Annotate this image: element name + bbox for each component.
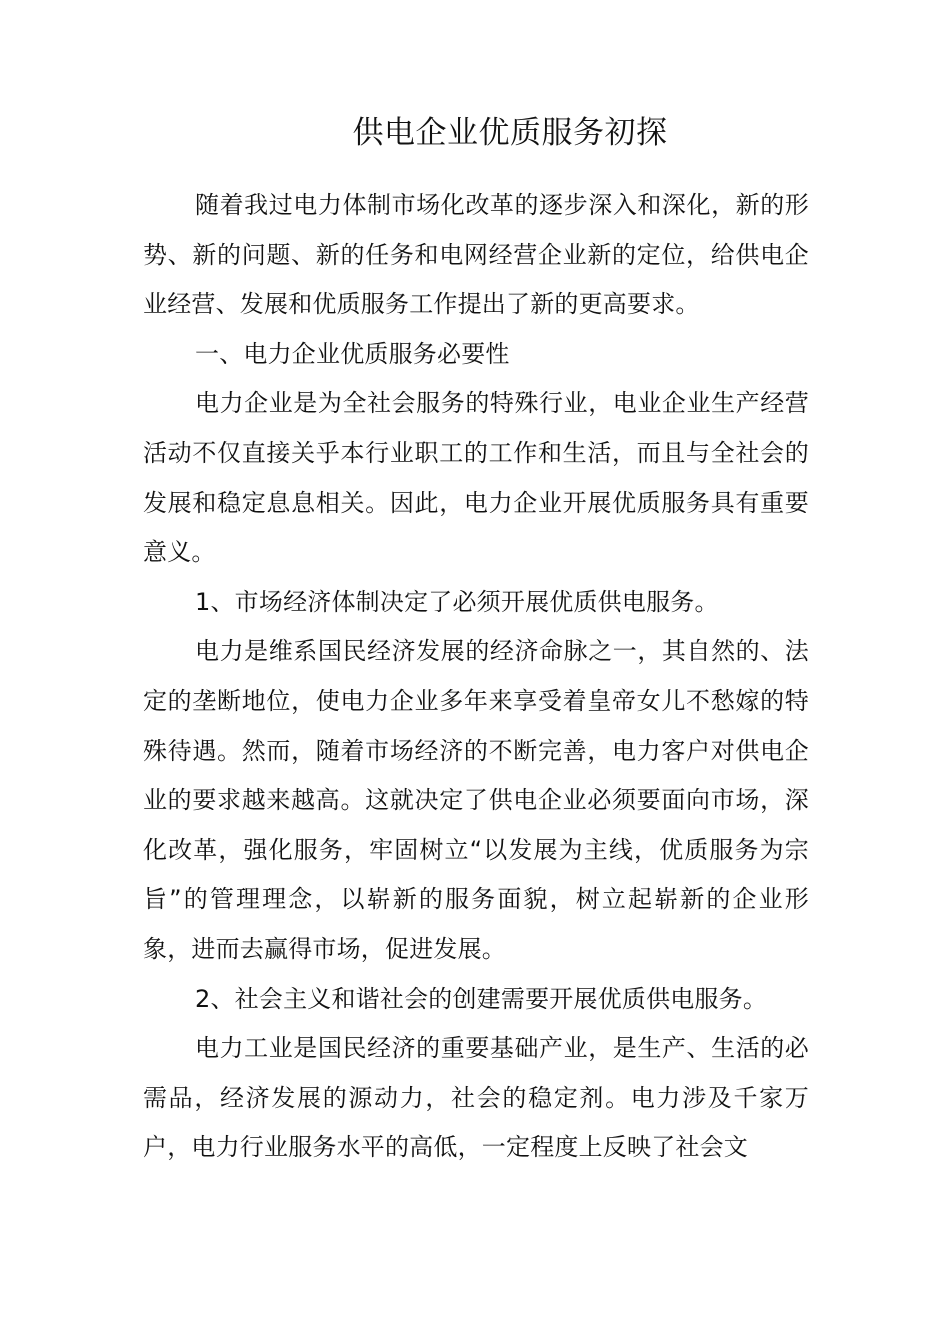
paragraph-intro: 随着我过电力体制市场化改革的逐步深入和深化，新的形势、新的问题、新的任务和电网经营企业新的定位，给供电企业经营、发展和优质服务工作提出了新的更高要求。 xyxy=(143,191,809,319)
paragraph-harmonious-society: 电力工业是国民经济的重要基础产业，是生产、生活的必需品，经济发展的源动力，社会的稳定剂。电力涉及千家万户，电力行业服务水平的高低，一定程度上反映了社会文 xyxy=(143,1034,809,1162)
document-body xyxy=(143,181,809,1173)
section-heading-necessity: 一、电力企业优质服务必要性 xyxy=(195,339,510,368)
paragraph-market-economy: 电力是维系国民经济发展的经济命脉之一，其自然的、法定的垄断地位，使电力企业多年来享受着皇帝女儿不愁嫁的特殊待遇。然而，随着市场经济的不断完善，电力客户对供电企业的要求越来越高。这就决定了供电企业必须要面向市场，深化改革，强化服务，牢固树立“以发展为主线，优质服务为宗旨”的管理理念，以崭新的服务面貌，树立起崭新的企业形象，进而去赢得市场，促进发展。 xyxy=(143,637,809,963)
subheading-market-economy: 1、市场经济体制决定了必须开展优质供电服务。 xyxy=(195,587,719,616)
document-title: 供电企业优质服务初探 xyxy=(352,115,668,151)
subheading-harmonious-society: 2、社会主义和谐社会的创建需要开展优质供电服务。 xyxy=(195,984,768,1013)
paragraph-special-industry: 电力企业是为全社会服务的特殊行业，电业企业生产经营活动不仅直接关乎本行业职工的工作和生活，而且与全社会的发展和稳定息息相关。因此，电力企业开展优质服务具有重要意义。 xyxy=(143,389,809,567)
